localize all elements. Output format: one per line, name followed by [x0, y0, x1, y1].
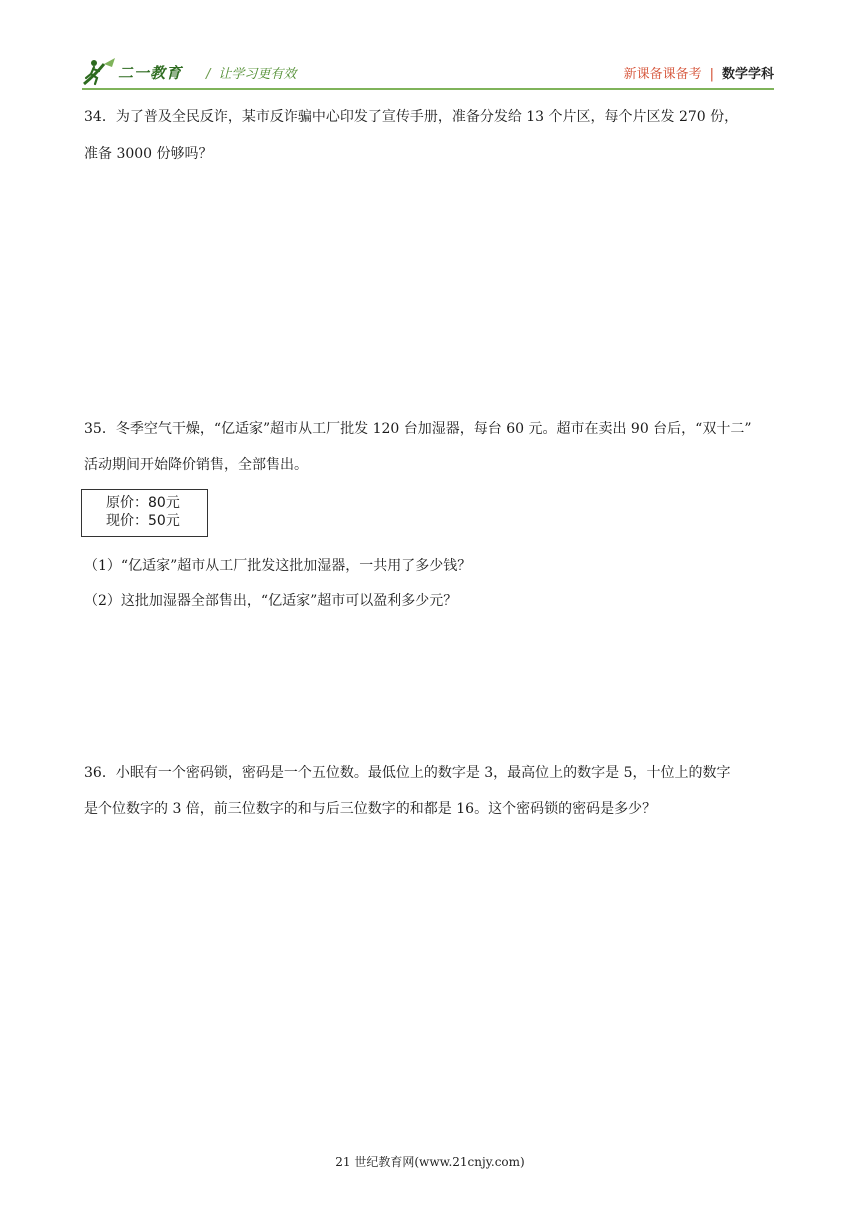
- question-36-line-1: 36．小眠有一个密码锁，密码是一个五位数。最低位上的数字是 3，最高位上的数字是 5，十位上的数字: [84, 765, 731, 781]
- current-price: 现价：50元: [106, 513, 180, 529]
- logo-text: 二一教育: [118, 64, 183, 82]
- question-35-line-2: 活动期间开始降价销售，全部售出。: [84, 457, 308, 473]
- question-35-sub-1: （1）“亿适家”超市从工厂批发这批加湿器，一共用了多少钱？: [84, 558, 472, 574]
- running-figure-icon: [82, 56, 118, 86]
- page-footer: 21 世纪教育网(www.21cnjy.com): [335, 1155, 525, 1169]
- question-34-line-1: 34．为了普及全民反诈，某市反诈骗中心印发了宣传手册，准备分发给 13 个片区，每个片区发 270 份，: [84, 109, 739, 125]
- question-35-sub-2: （2）这批加湿器全部售出，“亿适家”超市可以盈利多少元？: [84, 593, 458, 609]
- subject-label: 数学学科: [721, 67, 774, 82]
- page-header: [82, 56, 774, 90]
- logo: [82, 56, 194, 86]
- question-34-line-2: 准备 3000 份够吗？: [84, 146, 213, 162]
- header-separator: |: [709, 67, 714, 82]
- course-label: 新课备课备考: [623, 67, 702, 82]
- original-price: 原价：80元: [106, 495, 180, 511]
- header-right: [624, 63, 774, 82]
- header-rule: [82, 88, 774, 90]
- slogan-text: 让学习更有效: [218, 67, 297, 82]
- question-35-line-1: 35．冬季空气干燥，“亿适家”超市从工厂批发 120 台加湿器，每台 60 元。超市在卖出 90 台后，“双十二”: [84, 421, 752, 437]
- slogan-slash: /: [206, 67, 211, 82]
- slogan: [206, 63, 296, 82]
- price-box: [81, 489, 208, 537]
- question-36-line-2: 是个位数字的 3 倍，前三位数字的和与后三位数字的和都是 16。这个密码锁的密码是多少？: [84, 801, 657, 817]
